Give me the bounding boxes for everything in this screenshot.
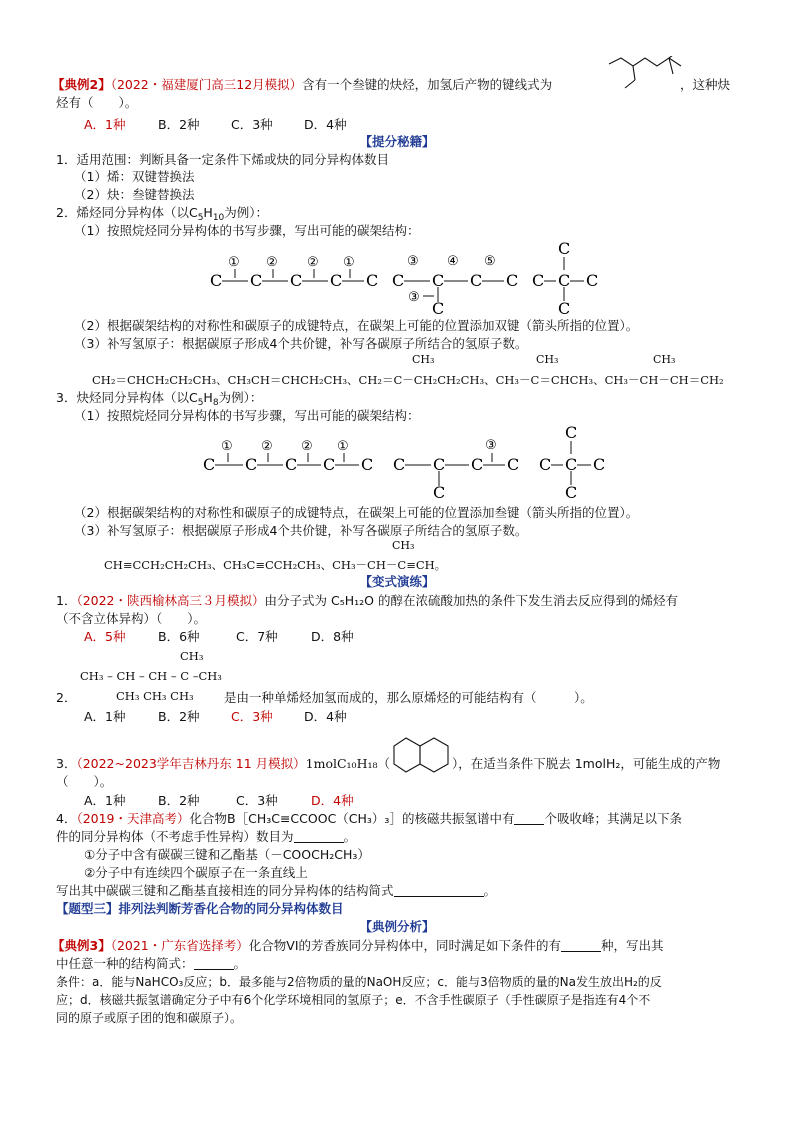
- alkene-chain-skeleton: [210, 255, 378, 290]
- methyl-label-3: CH₃: [653, 353, 676, 366]
- tips-line-2b: （2）根据碳架结构的对称性和碳原子的成键特点，在碳架上可能的位置添加双键（箭头所指的位置）。: [74, 318, 639, 333]
- alkyne-chain-skeleton: [203, 439, 373, 474]
- carbon-label: C: [330, 271, 343, 290]
- example3-line2: [56, 956, 246, 972]
- alkyne-isomers: CH≡CCH₂CH₂CH₃、CH₃C≡CCH₂CH₃、CH₃－CH－C≡CH。: [104, 558, 447, 572]
- position-label: ①: [337, 439, 349, 454]
- methyl-label-4: CH₃: [392, 539, 415, 552]
- alkyne-skeletons: [195, 422, 625, 502]
- position-label: ③: [407, 254, 419, 269]
- carbon-label: C: [433, 483, 446, 502]
- q3-option-d: D．4种: [311, 793, 354, 808]
- q4-condition-1: ①分子中含有碳碳三键和乙酯基（－COOCH₂CH₃）: [84, 847, 370, 862]
- q3-stem-c: （ ）。: [56, 774, 113, 789]
- q4-stem-c: 件的同分异构体（不考虑手性异构）数目为: [56, 829, 294, 844]
- carbon-label: C: [433, 455, 446, 474]
- practice-q1-line1: [56, 593, 678, 609]
- example3-source: （2021・广东省选择考）: [110, 938, 249, 953]
- tips-line-3-sub2: 8: [212, 398, 219, 408]
- alkyne-branched-skeleton: [393, 438, 519, 502]
- example3-conditions-1: 条件：a．能与NaHCO₃反应；b．最多能与2倍物质的量的NaOH反应；c．能与3倍物质的量的Na发生放出H₂的反: [56, 975, 662, 989]
- alkyne-neo-skeleton: [539, 423, 605, 502]
- type3-sub-heading: 【典例分析】: [359, 919, 435, 934]
- tips-line-2c: （3）补写氢原子：根据碳原子形成4个共价键，补写各碳原子所结合的氢原子数。: [74, 336, 528, 351]
- q1-option-a: A．5种: [84, 629, 126, 644]
- position-label: ③: [485, 438, 497, 453]
- position-label: ②: [261, 439, 273, 454]
- example2-stem-a: 含有一个叁键的炔烃，加氢后产物的键线式为: [302, 77, 553, 92]
- skeleton-branch-1b: [625, 80, 635, 88]
- q3-number: 3．: [56, 756, 77, 771]
- example3-blank-1[interactable]: [561, 939, 601, 952]
- carbon-label: C: [203, 455, 216, 474]
- tips-line-3a: （1）按照烷烃同分异构体的书写步骤，写出可能的碳架结构：: [74, 408, 420, 423]
- q4-stem-a: 化合物B［CH₃C≡CCOOC（CH₃）₃］的核磁共振氢谱中有: [189, 811, 515, 826]
- q2-formula-bottom: CH₃ CH₃ CH₃: [116, 689, 194, 703]
- position-label: ②: [266, 255, 278, 270]
- q1-option-d: D．8种: [311, 629, 354, 644]
- tips-line-2-post: 为例）：: [224, 205, 269, 220]
- carbon-label: C: [290, 271, 303, 290]
- q3-stem-a: 1molC₁₀H₁₈（: [305, 756, 390, 771]
- carbon-label: C: [586, 271, 599, 290]
- example3-tag: 【典例3】: [52, 938, 111, 953]
- example2-line1: [52, 77, 552, 93]
- tips-line-3-sub1: 5: [197, 398, 204, 408]
- q1-stem-b: （不含立体异构）（ ）。: [56, 611, 207, 626]
- example2-option-b: B．2种: [158, 117, 200, 132]
- tips-line-1b: （2）炔：叁键替换法: [74, 187, 195, 202]
- q2-option-d: D．4种: [304, 709, 347, 724]
- example3-stem-b: 种，写出其: [601, 938, 664, 953]
- carbon-label: C: [558, 239, 571, 258]
- example2-tag: 【典例2】: [52, 77, 111, 92]
- position-label: ⑤: [484, 254, 496, 269]
- carbon-label: C: [471, 455, 484, 474]
- skeleton-branch-1: [633, 66, 635, 80]
- carbon-label: C: [565, 455, 578, 474]
- carbon-label: C: [323, 455, 336, 474]
- skeleton-branch-2: [669, 56, 677, 58]
- carbon-label: C: [432, 271, 445, 290]
- tips-line-2-pre: 2．烯烃同分异构体（以C: [56, 205, 198, 220]
- carbon-label: C: [558, 299, 571, 318]
- decalin-ring-right: [420, 738, 448, 772]
- carbon-label: C: [593, 455, 606, 474]
- tips-line-2-sub2: 10: [212, 213, 225, 223]
- practice-heading: 【变式演练】: [359, 574, 435, 589]
- q3-stem-b: ），在适当条件下脱去 1molH₂，可能生成的产物: [452, 756, 721, 771]
- carbon-label: C: [532, 271, 545, 290]
- example3-blank-2[interactable]: [194, 957, 234, 970]
- carbon-label: C: [285, 455, 298, 474]
- carbon-label: C: [250, 271, 263, 290]
- tips-line-2-sub1: 5: [197, 213, 204, 223]
- position-label: ①: [228, 255, 240, 270]
- q1-option-c: C．7种: [236, 629, 278, 644]
- alkene-isomers: CH₂＝CHCH₂CH₂CH₃、CH₃CH＝CHCH₂CH₃、CH₂＝C－CH₂CH₂CH₃、CH₃－C＝CHCH₃、CH₃－CH－CH＝CH₂: [92, 373, 724, 387]
- q4-blank-1[interactable]: [514, 812, 544, 825]
- q4-line2: [56, 829, 356, 845]
- carbon-label: C: [470, 271, 483, 290]
- q4-blank-3[interactable]: [394, 884, 484, 897]
- tips-line-3-mid: H: [203, 390, 213, 405]
- q3-option-a: A．1种: [84, 793, 126, 808]
- example2-option-c: C．3种: [231, 117, 273, 132]
- example3-line1: [52, 938, 664, 954]
- tips-line-3-post: 为例）：: [218, 390, 263, 405]
- q1-number: 1．: [56, 593, 77, 608]
- example3-stem-a: 化合物VI的芳香族同分异构体中，同时满足如下条件的有: [248, 938, 562, 953]
- q1-stem-a: 由分子式为 C₅H₁₂O 的醇在浓硫酸加热的条件下发生消去反应得到的烯烃有: [264, 593, 678, 608]
- q4-stem-b: 个吸收峰；其满足以下条: [544, 811, 682, 826]
- carbon-label: C: [245, 455, 258, 474]
- q4-source: （2019・天津高考）: [76, 811, 190, 826]
- carbon-label: C: [565, 423, 578, 442]
- q3-line1-left: [56, 756, 390, 772]
- tips-heading: 【提分秘籍】: [359, 134, 435, 149]
- q3-option-b: B．2种: [158, 793, 200, 808]
- position-label: ②: [307, 255, 319, 270]
- tips-line-2-mid: H: [203, 205, 213, 220]
- alkene-neo-skeleton: [532, 239, 598, 318]
- q4-line5: [56, 883, 496, 899]
- position-label: ③: [408, 290, 420, 305]
- position-label: ①: [343, 255, 355, 270]
- q2-methyl-top: CH₃: [180, 649, 204, 663]
- example3-stem-c: 中任意一种的结构简式：: [56, 956, 194, 971]
- tips-line-1: 1．适用范围：判断具备一定条件下烯或炔的同分异构体数目: [56, 152, 389, 167]
- q2-option-b: B．2种: [158, 709, 200, 724]
- q3-option-c: C．3种: [236, 793, 278, 808]
- q2-option-a: A．1种: [84, 709, 126, 724]
- position-label: ④: [447, 254, 459, 269]
- q3-source: （2022~2023学年吉林丹东 11 月模拟）: [76, 756, 306, 771]
- q1-option-b: B．6种: [158, 629, 200, 644]
- q2-stem: 是由一种单烯烃加氢而成的，那么原烯烃的可能结构有（ ）。: [224, 690, 593, 705]
- example2-option-a: A．1种: [84, 117, 126, 132]
- q4-condition-2: ②分子中有连续四个碳原子在一条直线上: [84, 865, 308, 880]
- example2-stem-b: ，这种炔: [680, 77, 731, 92]
- q1-source: （2022・陕西榆林高三３月模拟）: [76, 593, 265, 608]
- position-label: ①: [221, 439, 233, 454]
- tips-line-3c: （3）补写氢原子：根据碳原子形成4个共价键，补写各碳原子所结合的氢原子数。: [74, 523, 528, 538]
- example2-source: （2022・福建厦门高三12月模拟）: [110, 77, 303, 92]
- type3-heading: 【题型三】排列法判断芳香化合物的同分异构体数目: [56, 901, 344, 916]
- example3-conditions-3: 同的原子或原子团的饱和碳原子）。: [56, 1011, 243, 1025]
- carbon-label: C: [539, 455, 552, 474]
- tips-line-3b: （2）根据碳架结构的对称性和碳原子的成键特点，在碳架上可能的位置添加叁键（箭头所指的位置）。: [74, 505, 639, 520]
- tips-line-2a: （1）按照烷烃同分异构体的书写步骤，写出可能的碳架结构：: [74, 223, 420, 238]
- example2-stem-c: 烃有（ ）。: [56, 95, 138, 110]
- q4-blank-2[interactable]: [294, 830, 344, 843]
- carbon-label: C: [366, 271, 379, 290]
- q4-line1: [56, 811, 682, 827]
- tips-line-1a: （1）烯：双键替换法: [74, 169, 195, 184]
- decalin-ring-left: [394, 738, 420, 772]
- q2-number: 2．: [56, 690, 77, 705]
- carbon-label: C: [361, 455, 374, 474]
- carbon-label: C: [506, 271, 519, 290]
- alkene-skeletons: [200, 238, 620, 318]
- q4-stem-f: 。: [483, 883, 497, 898]
- decalin-structure: [392, 734, 450, 786]
- example3-conditions-2: 应；d．核磁共振氢谱确定分子中有6个化学环境相同的氢原子；e．不含手性碳原子（手性碳原子是指连有4个不: [56, 993, 651, 1007]
- carbon-label: C: [558, 271, 571, 290]
- position-label: ②: [301, 439, 313, 454]
- carbon-label: C: [507, 455, 520, 474]
- q2-option-c: C．3种: [231, 709, 273, 724]
- carbon-label: C: [565, 483, 578, 502]
- methyl-label-1: CH₃: [412, 353, 435, 366]
- q4-stem-d: 。: [343, 829, 357, 844]
- tips-line-3-pre: 3．炔烃同分异构体（以C: [56, 390, 198, 405]
- carbon-label: C: [392, 271, 405, 290]
- carbon-label: C: [393, 455, 406, 474]
- methyl-label-2: CH₃: [536, 353, 559, 366]
- carbon-label: C: [432, 299, 445, 318]
- q4-number: 4．: [56, 811, 77, 826]
- example2-skeletal-formula: [607, 56, 687, 92]
- example3-stem-d: 。: [233, 956, 247, 971]
- carbon-label: C: [210, 271, 223, 290]
- q2-formula-main: CH₃ – CH – CH – C –CH₃: [80, 669, 222, 683]
- alkene-branched-skeleton: [392, 254, 518, 318]
- q4-stem-e: 写出其中碳碳三键和乙酯基直接相连的同分异构体的结构简式: [56, 883, 394, 898]
- example2-option-d: D．4种: [304, 117, 347, 132]
